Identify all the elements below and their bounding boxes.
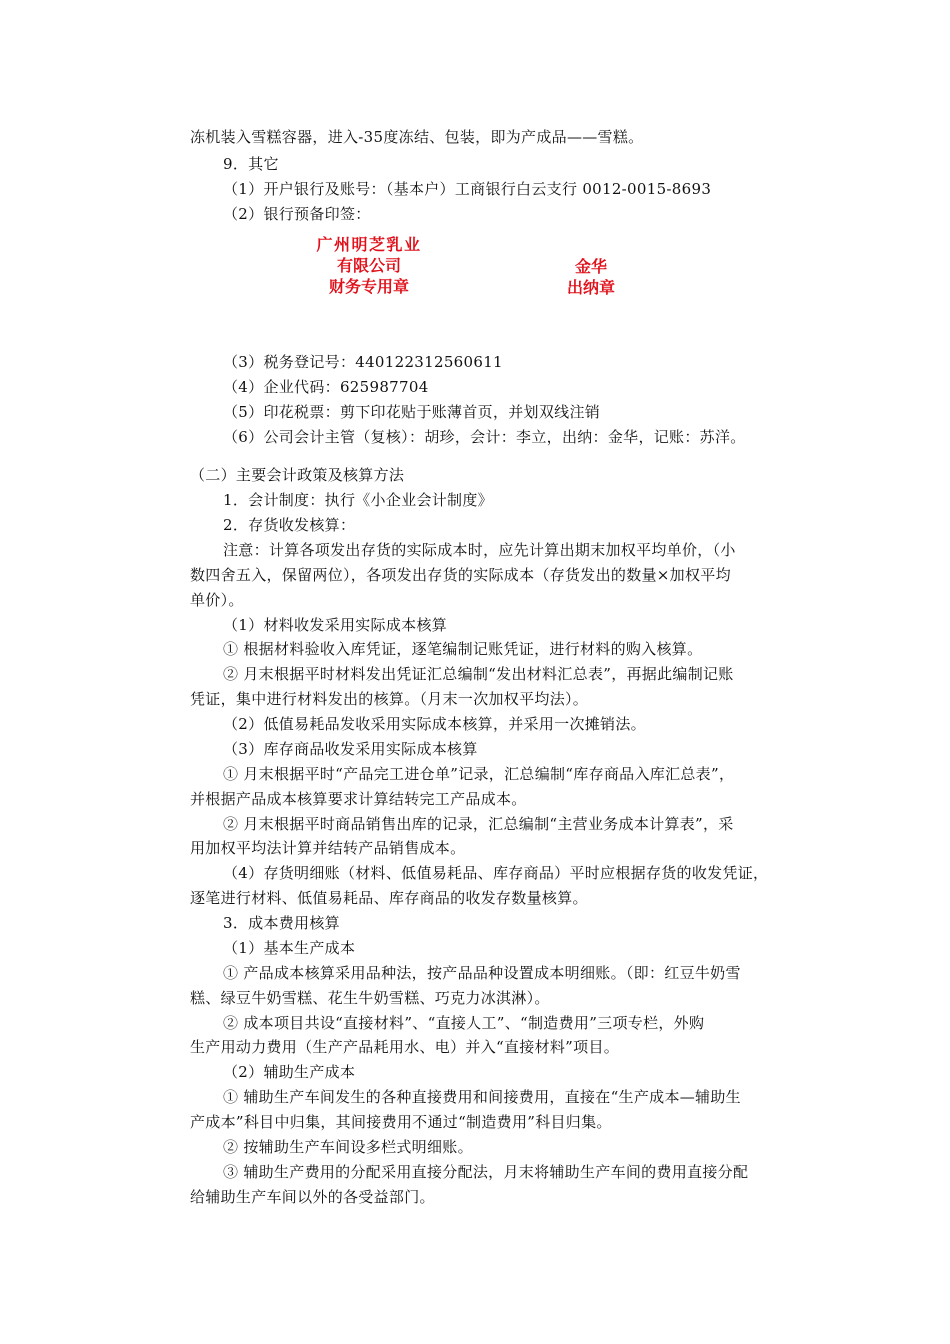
text-line: （1）材料收发采用实际成本核算 <box>223 616 448 634</box>
text-line: （5）印花税票：剪下印花贴于账薄首页，并划双线注销 <box>223 403 601 421</box>
text-line: （1）开户银行及账号：（基本户）工商银行白云支行 0012-0015-8693 <box>223 180 712 198</box>
text-line: ③ 辅助生产费用的分配采用直接分配法，月末将辅助生产车间的费用直接分配 <box>223 1163 749 1181</box>
section-heading: 9．其它 <box>223 155 279 173</box>
text-line: 用加权平均法计算并结转产品销售成本。 <box>190 839 466 857</box>
cashier-seal <box>556 256 626 298</box>
text-line: ① 根据材料验收入库凭证，逐笔编制记账凭证，进行材料的购入核算。 <box>223 640 703 658</box>
text-line: （3）库存商品收发采用实际成本核算 <box>223 740 478 758</box>
text-line: （4）企业代码：625987704 <box>223 378 429 396</box>
cashier-seal-line: 出纳章 <box>566 278 615 297</box>
text-line: 冻机装入雪糕容器，进入-35度冻结、包装，即为产成品——雪糕。 <box>190 128 644 146</box>
text-line: 并根据产品成本核算要求计算结转完工产品成本。 <box>190 790 527 808</box>
finance-seal-line: 有限公司 <box>336 256 401 275</box>
text-line: 单价）。 <box>190 591 244 609</box>
text-line: （1）基本生产成本 <box>223 939 356 957</box>
text-line: 1．会计制度：执行《小企业会计制度》 <box>223 491 493 509</box>
text-line: 产成本”科目中归集，其间接费用不通过“制造费用”科目归集。 <box>190 1113 612 1131</box>
text-line: ② 成本项目共设“直接材料”、“直接人工”、“制造费用”三项专栏，外购 <box>223 1014 705 1032</box>
text-line: 凭证，集中进行材料发出的核算。（月末一次加权平均法）。 <box>190 690 589 708</box>
text-line: 2．存货收发核算： <box>223 516 356 534</box>
section-heading: （二）主要会计政策及核算方法 <box>190 466 405 484</box>
text-line: ① 辅助生产车间发生的各种直接费用和间接费用，直接在“生产成本—辅助生 <box>223 1088 741 1106</box>
finance-seal <box>308 234 430 297</box>
text-line: （2）银行预备印签： <box>223 205 371 223</box>
finance-seal-line: 广州明芝乳业 <box>316 235 422 254</box>
finance-seal-line: 财务专用章 <box>328 277 409 296</box>
text-line: 糕、绿豆牛奶雪糕、花生牛奶雪糕、巧克力冰淇淋）。 <box>190 989 550 1007</box>
text-line: ② 月末根据平时材料发出凭证汇总编制“发出材料汇总表”，再据此编制记账 <box>223 665 734 683</box>
text-line: ① 产品成本核算采用品种法，按产品品种设置成本明细账。（即：红豆牛奶雪 <box>223 964 741 982</box>
text-line: 逐笔进行材料、低值易耗品、库存商品的收发存数量核算。 <box>190 889 588 907</box>
text-line: ② 按辅助生产车间设多栏式明细账。 <box>223 1138 473 1156</box>
text-line: （2）辅助生产成本 <box>223 1063 356 1081</box>
text-line: （4）存货明细账（材料、低值易耗品、库存商品）平时应根据存货的收发凭证， <box>223 864 769 882</box>
text-line: 注意：计算各项发出存货的实际成本时，应先计算出期末加权平均单价，（小 <box>223 541 736 559</box>
section-heading: 3．成本费用核算 <box>223 914 340 932</box>
text-line: （6）公司会计主管（复核）：胡珍，会计：李立，出纳：金华，记账：苏洋。 <box>223 428 746 446</box>
text-line: 给辅助生产车间以外的各受益部门。 <box>190 1188 435 1206</box>
text-line: 数四舍五入，保留两位），各项发出存货的实际成本（存货发出的数量×加权平均 <box>190 566 731 584</box>
text-line: ② 月末根据平时商品销售出库的记录，汇总编制“主营业务成本计算表”，采 <box>223 815 734 833</box>
text-line: ① 月末根据平时“产品完工进仓单”记录，汇总编制“库存商品入库汇总表”， <box>223 765 735 783</box>
text-line: （2）低值易耗品发收采用实际成本核算，并采用一次摊销法。 <box>223 715 646 733</box>
cashier-seal-line: 金华 <box>574 257 607 276</box>
text-line: 生产用动力费用（生产产品耗用水、电）并入“直接材料”项目。 <box>190 1038 620 1056</box>
text-line: （3）税务登记号：440122312560611 <box>223 353 503 371</box>
